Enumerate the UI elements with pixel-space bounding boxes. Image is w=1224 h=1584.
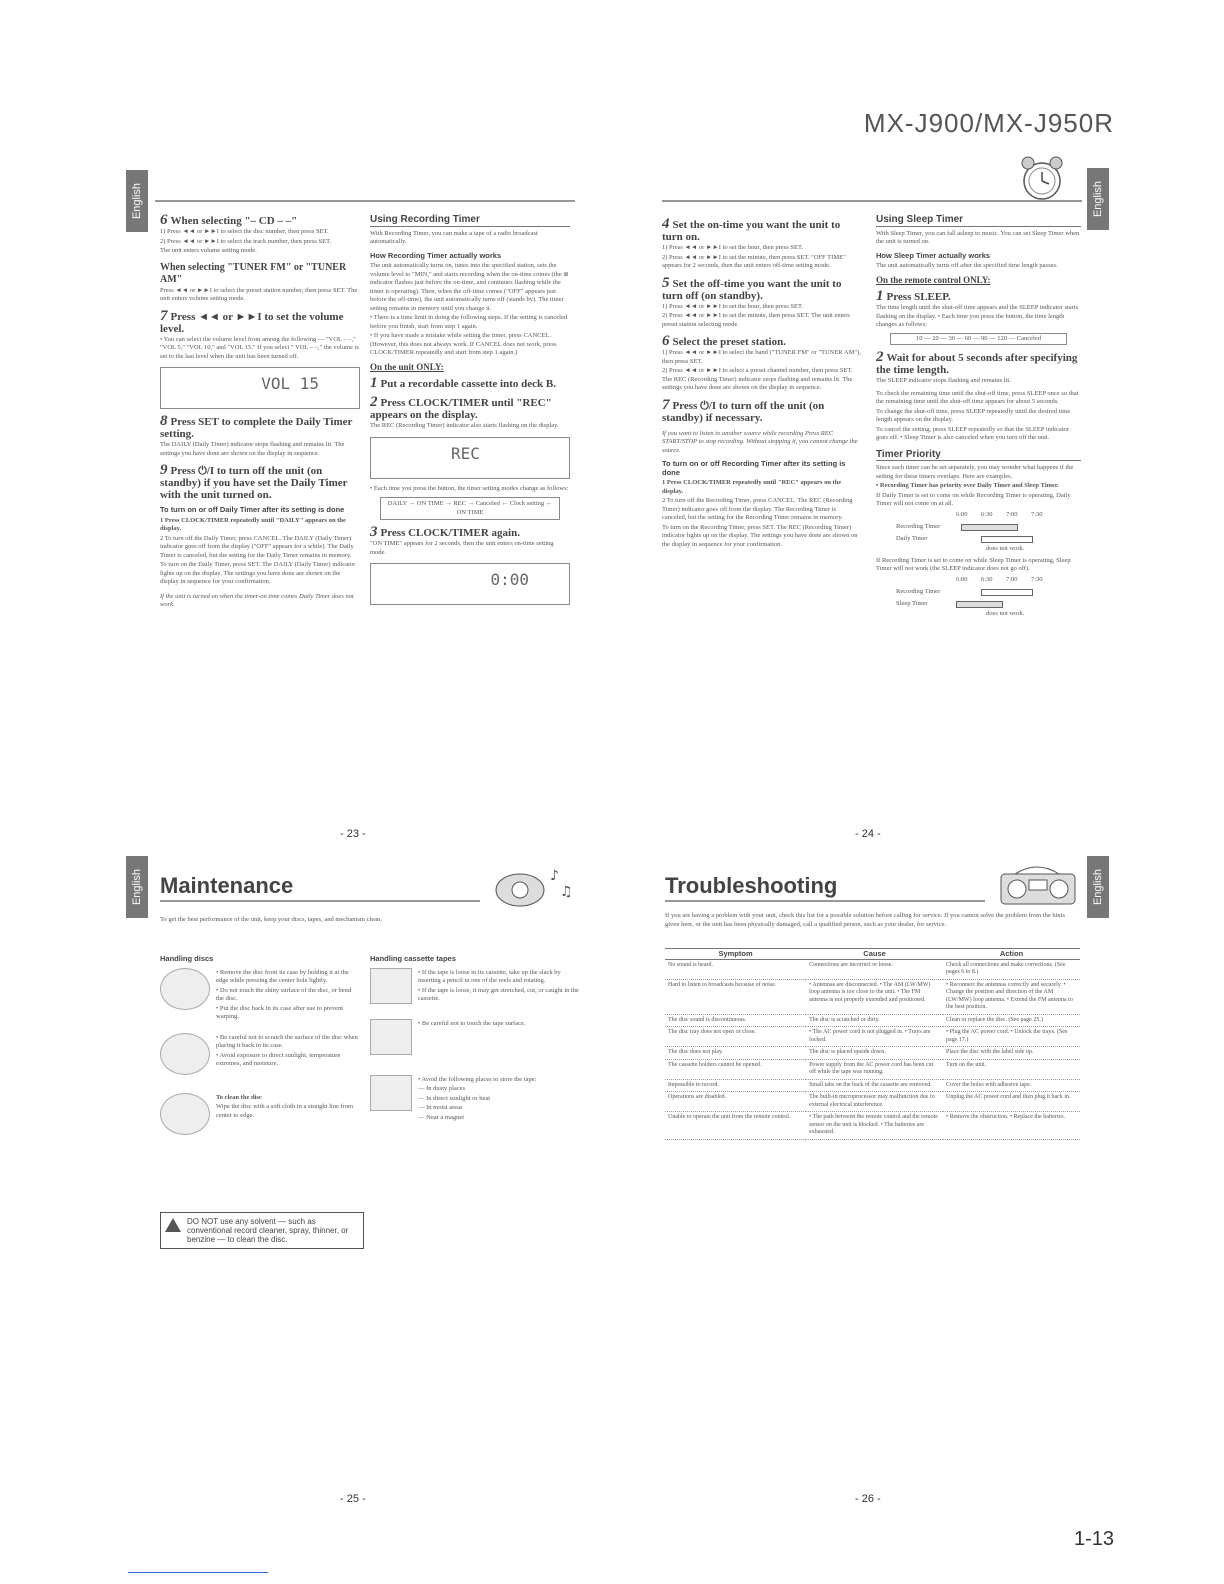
disc-tip-5: • Avoid exposure to direct sunlight, temperature extremes, and moisture. — [216, 1051, 341, 1067]
language-tab-left-bottom: English — [126, 856, 148, 918]
cause-cell: Connections are incorrect or loose. — [806, 959, 943, 979]
sleep-cycle: 10 — 20 — 30 — 60 — 90 — 120 — Canceled — [890, 333, 1067, 346]
action-cell: • Reconnect the antennas correctly and securely. • Change the position and direction of the AM (LW/MW) loop antenna. • Extend the FM antenna to the best position. — [943, 979, 1080, 1014]
page-number-24: - 24 - — [855, 828, 881, 840]
step4-heading: 4 Set the on-time you want the unit to turn on. — [662, 216, 841, 243]
priority-1: • Recording Timer has priority over Daily Timer and Sleep Timer. — [876, 482, 1059, 489]
rec-onoff-2: 2 To turn off the Recording Timer, press CANCEL. The REC (Recording Timer) indicator goes off from the display. The Recording Timer is canceled, but the setting for the Recording Timer remains in memory. — [662, 497, 853, 521]
tape-storage-illustration — [370, 1075, 412, 1111]
priority-2-text: If Recording Timer is set to come on while Sleep Timer is operating, Sleep Timer will not work (the SLEEP indicator does not go off). — [876, 556, 1071, 572]
step6-item3: The unit enters volume setting mode. — [160, 247, 257, 254]
tape-tip-2: • If the tape is loose, it may get stretched, cut, or caught in the cassette. — [418, 986, 579, 1002]
symptom-cell: The disc tray does not open or close. — [665, 1027, 806, 1047]
cause-cell: The disc is scratched or dirty. — [806, 1014, 943, 1027]
table-row — [665, 1047, 1080, 1060]
disc-clean-illustration — [160, 1093, 210, 1135]
step7-text: • You can select the volume level from among the following — "VOL – –," "VOL 5," "VOL 10," and "VOL 15." If you select " VOL – –," the volume is set to the last level when the unit has been turned off. — [160, 335, 359, 360]
cause-cell: • The AC power cord is not plugged in. • Trays are locked. — [806, 1027, 943, 1047]
table-row — [665, 1112, 1080, 1140]
tuner-text: Press ◄◄ or ►►I to select the preset station number, then press SET. The unit enters volume setting mode. — [160, 286, 358, 302]
clean-disc-text: Wipe the disc with a soft cloth in a straight line from center to edge. — [216, 1103, 354, 1119]
sleep-step1: 1 Press SLEEP. — [876, 288, 951, 304]
warning-icon — [165, 1218, 181, 1232]
daily-note: If the unit is turned on when the timer-on time comes Daily Timer does not work. — [160, 592, 354, 608]
action-cell: Place the disc with the label side up. — [943, 1047, 1080, 1060]
priority-1-text: If Daily Timer is set to come on while Recording Timer is operating, Daily Timer will not come on at all. — [876, 491, 1071, 507]
recording-intro: With Recording Timer, you can make a tape of a radio broadcast automatically. — [370, 229, 538, 245]
disc-tip-3: • Put the disc back in its case after use to prevent warping. — [216, 1004, 344, 1020]
symptom-cell: Operations are disabled. — [665, 1092, 806, 1112]
tape-place-3: — In moist areas — [418, 1104, 463, 1111]
recording-timer-heading: Using Recording Timer — [370, 216, 570, 227]
step9-heading: 9 Press ⏻/I to turn off the unit (on standby) if you have set the Daily Timer with the unit turned on. — [160, 462, 348, 501]
sleep-step2-text: The SLEEP indicator stops flashing and remains lit. — [876, 377, 1011, 384]
step7b-heading: 7 Press ⏻/I to turn off the unit (on standby) if necessary. — [662, 396, 825, 424]
recording-how-text: The unit automatically turns on, tunes into the specified station, sets the volume level to "MIN," and starts recording when the on-time comes (the ⊕ indicator flashes just before the on-time, and continues flashing while the timer is operating). Then, when the off-time comes ("OFF" appears just before the off-time), the unit automatically turns off (stands by). The timer setting remains in memory until you change it. — [370, 262, 569, 312]
sleep-step1-text: The time length until the shut-off time appears and the SLEEP indicator starts flashing on the display. • Each time you press the button, the time length changes as follows: — [876, 304, 1079, 328]
step6-item1: 1) Press ◄◄ or ►►I to select the disc number, then press SET. — [160, 228, 329, 235]
header-symptom: Symptom — [665, 949, 806, 960]
table-row — [665, 979, 1080, 1014]
disc-tip-4: • Be careful not to scratch the surface of the disc when placing it back in its case. — [216, 1033, 358, 1049]
handling-discs-section — [160, 950, 360, 1200]
unit-only-heading: On the unit ONLY: — [370, 361, 444, 372]
tape-touch-illustration — [370, 1019, 412, 1055]
step7-heading: 7 Press ◄◄ or ►►I to set the volume level. — [160, 307, 344, 335]
page-number-23: - 23 - — [340, 828, 366, 840]
cause-cell: The built-in microprocessor may malfunction due to external electrical interference. — [806, 1092, 943, 1112]
bottom-link-line — [128, 1572, 268, 1573]
tape-tip-1: • If the tape is loose in its cassette, take up the slack by inserting a pencil in one of the reels and rotating. — [418, 968, 561, 984]
step5-item1: 1) Press ◄◄ or ►►I to set the hour, then press SET. — [662, 302, 804, 310]
step8-text: The DAILY (Daily Timer) indicator stops flashing and remains lit. The settings you have done are shown on the display in sequence. — [160, 441, 345, 457]
boombox-illustration — [995, 858, 1080, 908]
rec-mode-cycle: DAILY → ON TIME → REC → Canceled ← Clock setting ← ON TIME — [380, 497, 560, 520]
troubleshooting-intro: If you are having a problem with your unit, check this list for a possible solution before calling for service. If you cannot solve the problem from the hints given here, or the unit has been physically damaged, call a qualified person, such as your dealer, for service. — [665, 912, 1066, 928]
sleep-change: To change the shut-off time, press SLEEP repeatedly until the desired time length appears on the display. — [876, 407, 1071, 423]
page24-right-column — [876, 212, 1081, 772]
remote-only-heading: On the remote control ONLY: — [876, 274, 991, 285]
priority-diagram-1: 6:00 6:30 7:00 7:30 Recording Timer Daily Timer does not work. — [896, 510, 1043, 552]
tape-place-2: — In direct sunlight or heat — [418, 1094, 491, 1102]
tape-tip-3: • Be careful not to touch the tape surface. — [418, 1019, 526, 1027]
rec-display: REC — [370, 437, 570, 479]
disc-scratch-illustration — [160, 1033, 210, 1075]
maintenance-intro: To get the best performance of the unit, keep your discs, tapes, and mechanism clean. — [160, 916, 382, 923]
action-cell: Turn on the unit. — [943, 1059, 1080, 1079]
table-row — [665, 1059, 1080, 1079]
recording-bullet1: • There is a time limit in doing the following steps. If the setting is canceled before you finish, start from step 1 again. — [370, 314, 568, 330]
rec-onoff-1: 1 Press CLOCK/TIMER repeatedly until "REC" appears on the display. — [662, 479, 842, 495]
language-tab-right-bottom: English — [1087, 856, 1109, 918]
cause-cell: Power supply from the AC power cord has been cut off while the tape was running. — [806, 1059, 943, 1079]
rec-step2: 2 Press CLOCK/TIMER until "REC" appears on the display. — [370, 394, 552, 421]
table-row — [665, 1027, 1080, 1047]
sleep-check: To check the remaining time until the shut-off time, press SLEEP once so that the remaining time until the shut-off time appears for about 5 seconds. — [876, 389, 1079, 405]
tape-tip-4: • Avoid the following places to store the tape: — [418, 1075, 537, 1083]
tuner-heading: When selecting "TUNER FM" or "TUNER AM" — [160, 261, 347, 285]
sleep-timer-heading: Using Sleep Timer — [876, 216, 1081, 227]
maintenance-rule — [160, 900, 480, 902]
sleep-intro: With Sleep Timer, you can fall asleep to music. You can set Sleep Timer when the unit is turned on. — [876, 229, 1080, 245]
disc-tip-1: • Remove the disc from its case by holding it at the edge while pressing the center hole lightly. — [216, 968, 349, 984]
troubleshooting-title: Troubleshooting — [665, 873, 838, 898]
step6-item2: 2) Press ◄◄ or ►►I to select the track number, then press SET. — [160, 237, 332, 245]
symptom-cell: Unable to operate the unit from the remote control. — [665, 1112, 806, 1140]
language-tab-right-top: English — [1087, 168, 1109, 230]
rec-step3-text: "ON TIME" appears for 2 seconds, then the unit enters on-time setting mode. — [370, 540, 554, 556]
model-title: MX-J900/MX-J950R — [863, 108, 1114, 138]
step4-item1: 1) Press ◄◄ or ►►I to set the hour, then press SET. — [662, 244, 804, 251]
step6b-item1: 1) Press ◄◄ or ►►I to select the band ("TUNER FM" or "TUNER AM"), then press SET. — [662, 349, 861, 365]
svg-text:♫: ♫ — [560, 884, 573, 900]
daily-onoff-1: 1 Press CLOCK/TIMER repeatedly until "DAILY" appears on the display. — [160, 516, 346, 532]
step8-heading: 8 Press SET to complete the Daily Timer setting. — [160, 413, 353, 440]
cause-cell: Small tabs on the back of the cassette are removed. — [806, 1079, 943, 1092]
rec-step1: 1 Put a recordable cassette into deck B. — [370, 375, 556, 391]
rec-step2-bullet: • Each time you press the button, the timer setting modes change as follows: — [370, 484, 569, 492]
symptom-cell: Impossible to record. — [665, 1079, 806, 1092]
daily-onoff-heading: To turn on or off Daily Timer after its setting is done — [160, 505, 345, 514]
cause-cell: • Antennas are disconnected. • The AM (LW/MW) loop antenna is too close to the unit. • The FM antenna is not properly extended and positioned. — [806, 979, 943, 1014]
rec-onoff-3: To turn on the Recording Timer, press SET. The REC (Recording Timer) indicator lights up on the display. The settings you have done are shown on the display in sequence for your confirmation. — [662, 523, 858, 548]
symptom-cell: The disc sound is discontinuous. — [665, 1014, 806, 1027]
troubleshooting-table-wrap — [665, 948, 1080, 1140]
action-cell: Check all connections and make corrections. (See pages 6 to 8.) — [943, 959, 1080, 979]
recording-bullet2: • If you have made a mistake while setting the timer, press CANCEL. (However, this does not always work. If CANCEL does not work, press CLOCK/TIMER repeatedly and start from step 1 again.) — [370, 332, 557, 356]
daily-onoff-3: To turn on the Daily Timer, press SET. The DAILY (Daily Timer) indicator lights up on the display. The settings you have done are shown on the display in sequence for your confirmation. — [160, 561, 356, 585]
tape-place-1: — In dusty places — [418, 1085, 466, 1092]
action-cell: Unplug the AC power cord and then plug it back in. — [943, 1092, 1080, 1112]
page23-left-column — [160, 208, 360, 748]
troubleshooting-rule — [665, 900, 985, 902]
step6-heading: 6 When selecting "– CD – –" — [160, 212, 298, 228]
svg-text:♪: ♪ — [550, 868, 559, 884]
page23-top-rule — [155, 200, 575, 202]
priority-intro: Since each timer can be set separately, you may wonder what happens if the setting for these timers overlaps. Here are examples. — [876, 464, 1074, 480]
disc-hold-illustration — [160, 968, 210, 1010]
sleep-step2: 2 Wait for about 5 seconds after specifying the time length. — [876, 349, 1078, 376]
symptom-cell: No sound is heard. — [665, 959, 806, 979]
handling-discs-heading: Handling discs — [160, 954, 214, 963]
page-ref: 1-13 — [1073, 1528, 1114, 1550]
clean-disc-heading: To clean the disc — [216, 1093, 262, 1101]
p24-note: If you want to listen to another source while recording Press REC START/STOP to stop recording. Without stopping it, you cannot change the source. — [662, 429, 858, 454]
table-row — [665, 1014, 1080, 1027]
cause-cell: • The path between the remote control and the remote sensor on the unit is blocked. • The batteries are exhausted. — [806, 1112, 943, 1140]
action-cell: • Remove the obstruction. • Replace the batteries. — [943, 1112, 1080, 1140]
cause-cell: The disc is placed upside down. — [806, 1047, 943, 1060]
recording-how-heading: How Recording Timer actually works — [370, 250, 502, 260]
maintenance-title: Maintenance — [160, 873, 294, 898]
step5-heading: 5 Set the off-time you want the unit to turn off (on standby). — [662, 274, 842, 302]
priority-diagram-2: 6:00 6:30 7:00 7:30 Recording Timer Sleep Timer does not work. — [896, 575, 1043, 617]
step4-item2: 2) Press ◄◄ or ►►I to set the minute, then press SET. "OFF TIME" appears for 2 seconds, then the unit enters off-time setting mode. — [662, 253, 846, 269]
sleep-cancel: To cancel the setting, press SLEEP repeatedly so that the SLEEP indicator goes off. • Sleep Timer is also canceled when you turn off the unit. — [876, 425, 1069, 441]
symptom-cell: Hard to listen to broadcasts because of noise. — [665, 979, 806, 1014]
handling-tapes-section — [370, 950, 580, 1200]
action-cell: Clean or replace the disc. (See page 25.) — [943, 1014, 1080, 1027]
step6b-heading: 6 Select the preset station. — [662, 333, 786, 349]
page-number-25: - 25 - — [340, 1493, 366, 1505]
page24-left-column — [662, 212, 862, 752]
table-row — [665, 959, 1080, 979]
step6b-item2: 2) Press ◄◄ or ►►I to select a preset channel number, then press SET. The REC (Recording Timer) indicator stops flashing and remains lit. The settings you have done are shown on the display in sequence. — [662, 367, 853, 391]
music-illustration — [480, 862, 575, 912]
step5-item2: 2) Press ◄◄ or ►►I to set the minute, then press SET. The unit enters preset station selecting mode. — [662, 312, 850, 328]
table-row — [665, 1079, 1080, 1092]
ontime-display: 0:00 — [370, 563, 570, 605]
tape-pencil-illustration — [370, 968, 412, 1004]
header-action: Action — [943, 949, 1080, 960]
page-number-26: - 26 - — [855, 1493, 881, 1505]
sleep-how-text: The unit automatically turns off after the specified time length passes. — [876, 262, 1058, 269]
page23-right-column — [370, 212, 570, 732]
solvent-warning: DO NOT use any solvent — such as conventional record cleaner, spray, thinner, or benzine — to clean the disc. — [160, 1212, 364, 1249]
header-cause: Cause — [806, 949, 943, 960]
timer-priority-heading: Timer Priority — [876, 451, 1081, 462]
action-cell: • Plug the AC power cord. • Unlock the trays. (See page 17.) — [943, 1027, 1080, 1047]
tape-place-4: — Near a magnet — [418, 1113, 465, 1121]
rec-step2-text: The REC (Recording Timer) indicator also starts flashing on the display. — [370, 422, 559, 429]
action-cell: Cover the holes with adhesive tape. — [943, 1079, 1080, 1092]
language-tab-left-top: English — [126, 170, 148, 232]
clock-illustration — [1012, 155, 1072, 203]
handling-tapes-heading: Handling cassette tapes — [370, 954, 456, 963]
troubleshooting-table — [665, 948, 1080, 1140]
disc-tip-2: • Do not touch the shiny surface of the disc, or bend the disc. — [216, 986, 352, 1002]
volume-display: VOL 15 — [160, 367, 360, 409]
rec-onoff-heading: To turn on or off Recording Timer after its setting is done — [662, 459, 846, 477]
symptom-cell: The disc does not play. — [665, 1047, 806, 1060]
sleep-how-heading: How Sleep Timer actually works — [876, 250, 991, 260]
rec-step3: 3 Press CLOCK/TIMER again. — [370, 524, 520, 540]
table-row — [665, 1092, 1080, 1112]
daily-onoff-2: 2 To turn off the Daily Timer, press CANCEL. The DAILY (Daily Timer) indicator goes off from the display ("OFF" appears for a while). The Daily Timer is canceled, but the setting for the Daily Timer remains in memory. — [160, 534, 354, 559]
symptom-cell: The cassette holders cannot be opened. — [665, 1059, 806, 1079]
